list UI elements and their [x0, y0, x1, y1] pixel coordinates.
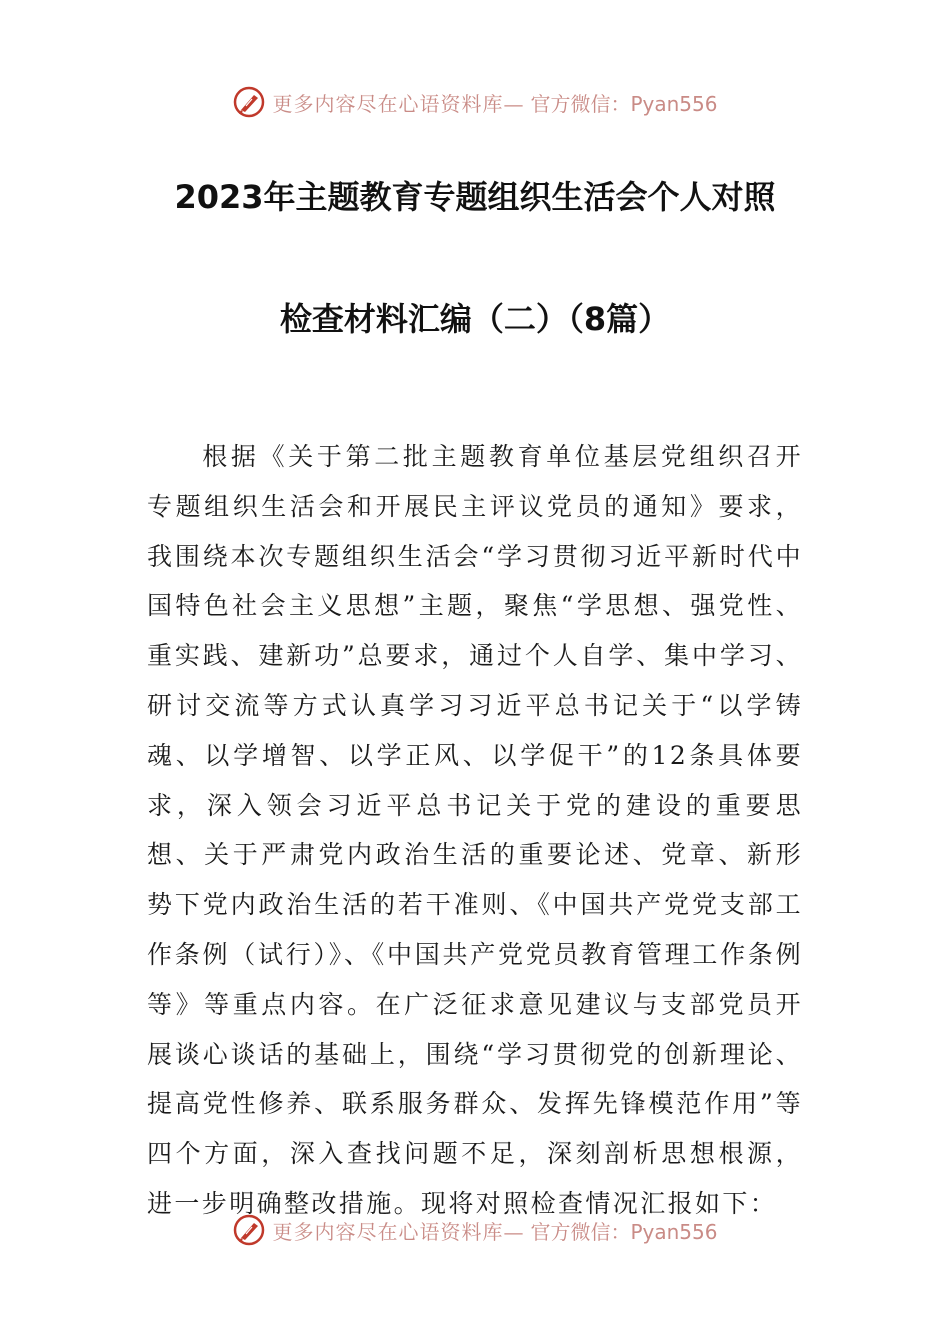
body-paragraph — [147, 432, 803, 1229]
document-title-line2: 检查材料汇编（二）（8篇） — [279, 300, 671, 338]
header-banner — [0, 82, 950, 122]
document-title-line1: 2023年主题教育专题组织生活会个人对照 — [174, 178, 776, 216]
header-banner-text: 更多内容尽在心语资料库— — [272, 91, 525, 116]
pen-nib-logo-icon — [232, 85, 266, 119]
footer-banner-text: 更多内容尽在心语资料库— — [272, 1219, 525, 1244]
header-banner-contact: 官方微信：Pyan556 — [530, 91, 718, 116]
body-paragraph-text: 根据《关于第二批主题教育单位基层党组织召开专题组织生活会和开展民主评议党员的通知》要求，我围绕本次专题组织生活会“学习贯彻习近平新时代中国特色社会主义思想”主题，聚焦“学思想、强党性、重实践、建新功”总要求，通过个人自学、集中学习、研讨交流等方式认真学习习近平总书记关于“以学铸魂、以学增智、以学正风、以学促干”的12条具体要求，深入领会习近平总书记关于党的建设的重要思想、关于严肃党内政治生活的重要论述、党章、新形势下党内政治生活的若干准则、《中国共产党党支部工作条例（试行）》、《中国共产党党员教育管理工作条例等》等重点内容。在广泛征求意见建议与支部党员开展谈心谈话的基础上，围绕“学习贯彻党的创新理论、提高党性修养、联系服务群众、发挥先锋模范作用”等四个方面，深入查找问题不足，深刻剖析思想根源，进一步明确整改措施。现将对照检查情况汇报如下： — [147, 442, 803, 1218]
footer-banner — [0, 1210, 950, 1250]
pen-nib-logo-icon — [232, 1213, 266, 1247]
footer-banner-contact: 官方微信：Pyan556 — [530, 1219, 718, 1244]
